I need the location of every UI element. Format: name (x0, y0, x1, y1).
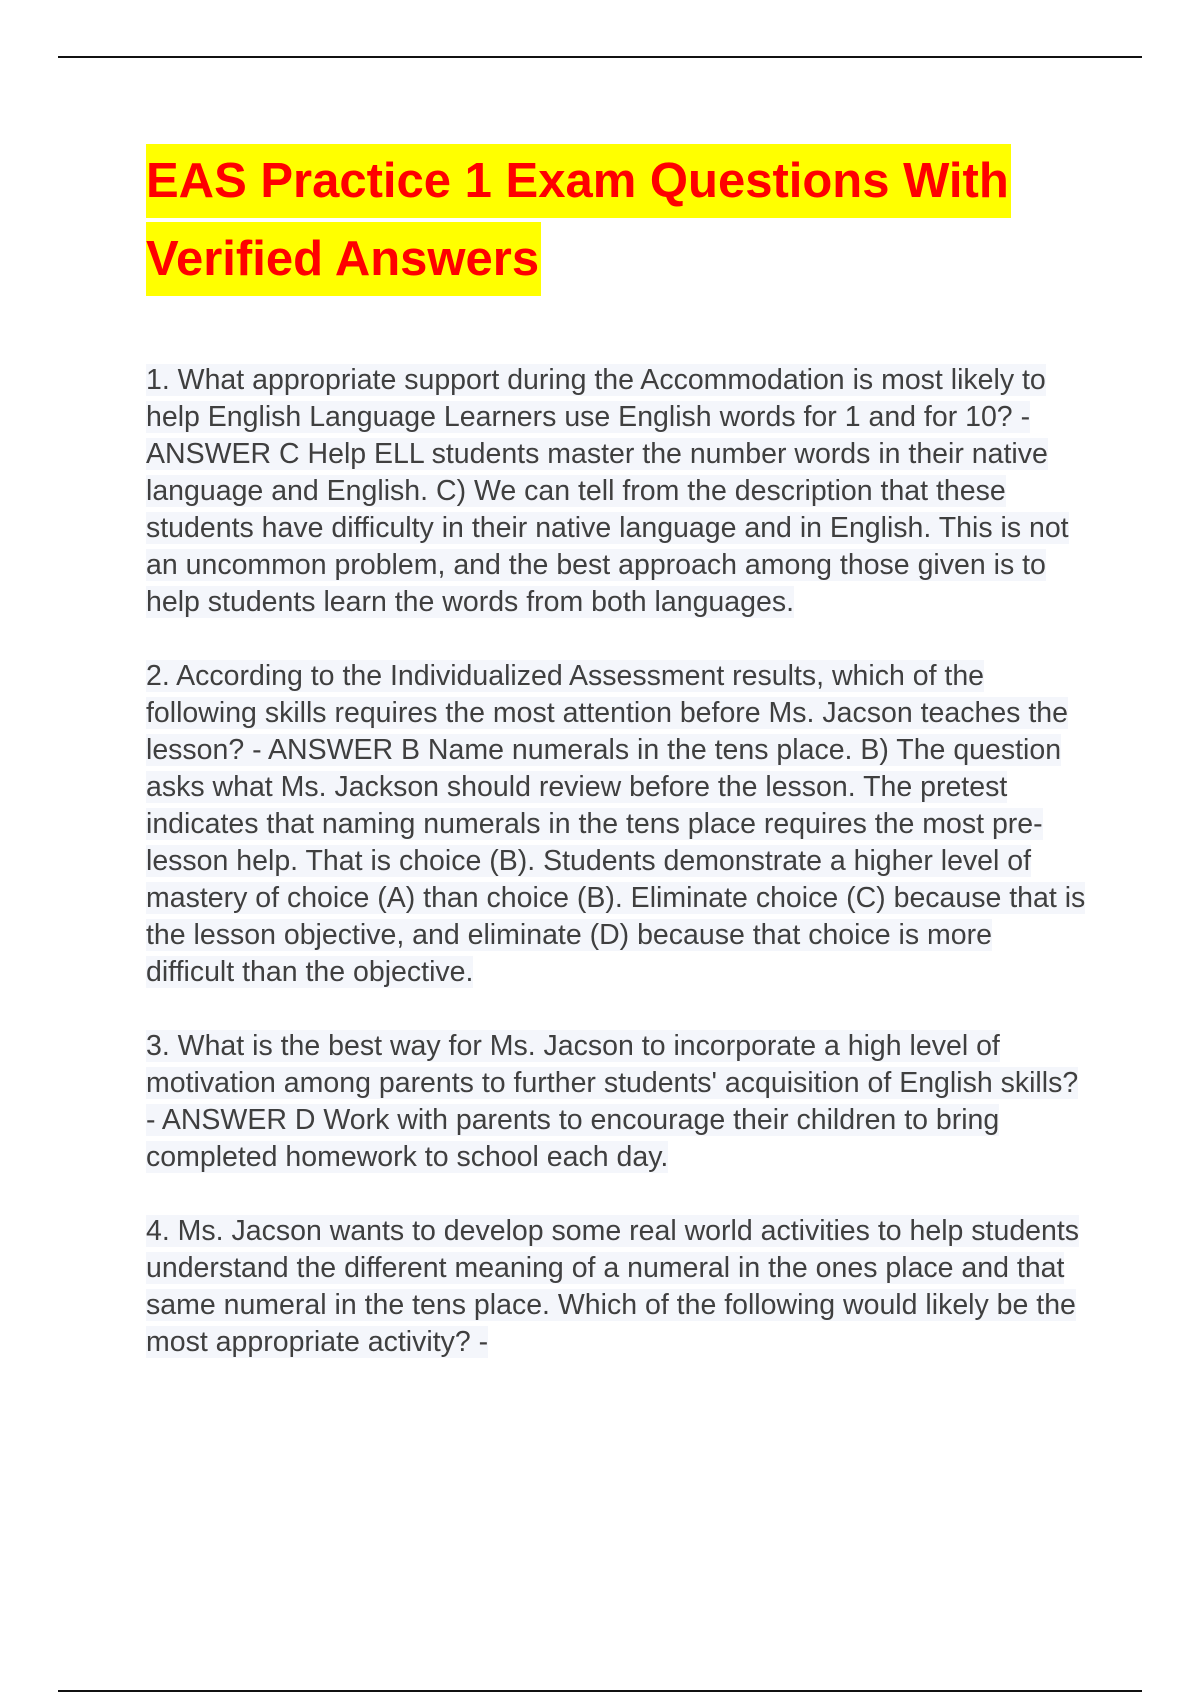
title-line-1: EAS Practice 1 Exam Questions With (146, 144, 1011, 218)
question-item-3 (146, 1028, 1086, 1176)
question-item-1 (146, 362, 1086, 621)
question-item-4 (146, 1213, 1086, 1361)
question-text: 4. Ms. Jacson wants to develop some real world activities to help students understand the different meaning of a numeral in the ones place and that same numeral in the tens place. Which of the following would likely be the most appropriate activity? - (146, 1215, 1080, 1358)
question-text: 2. According to the Individualized Assessment results, which of the following skills requires the most attention before Ms. Jacson teaches the lesson? - ANSWER B Name numerals in the tens place. B) The question asks what Ms. Jackson should review before the lesson. The pretest indicates that naming numerals in the tens place requires the most pre-lesson help. That is choice (B). Students demonstrate a higher level of mastery of choice (A) than choice (B). Eliminate choice (C) because that is the lesson objective, and eliminate (D) because that choice is more difficult than the objective. (146, 660, 1086, 988)
question-text: 3. What is the best way for Ms. Jacson to incorporate a high level of motivation among parents to further students' acquisition of English skills? - ANSWER D Work with parents to encourage their children to bring completed homework to school each day. (146, 1030, 1079, 1173)
top-rule (58, 56, 1142, 58)
question-item-2 (146, 658, 1086, 991)
document-title (146, 144, 1146, 300)
title-line-2: Verified Answers (146, 222, 541, 296)
bottom-rule (58, 1690, 1142, 1692)
question-list (146, 362, 1086, 1398)
question-text: 1. What appropriate support during the Accommodation is most likely to help English Language Learners use English words for 1 and for 10? - ANSWER C Help ELL students master the number words in their native language and English. C) We can tell from the description that these students have difficulty in their native language and in English. This is not an uncommon problem, and the best approach among those given is to help students learn the words from both languages. (146, 364, 1069, 618)
